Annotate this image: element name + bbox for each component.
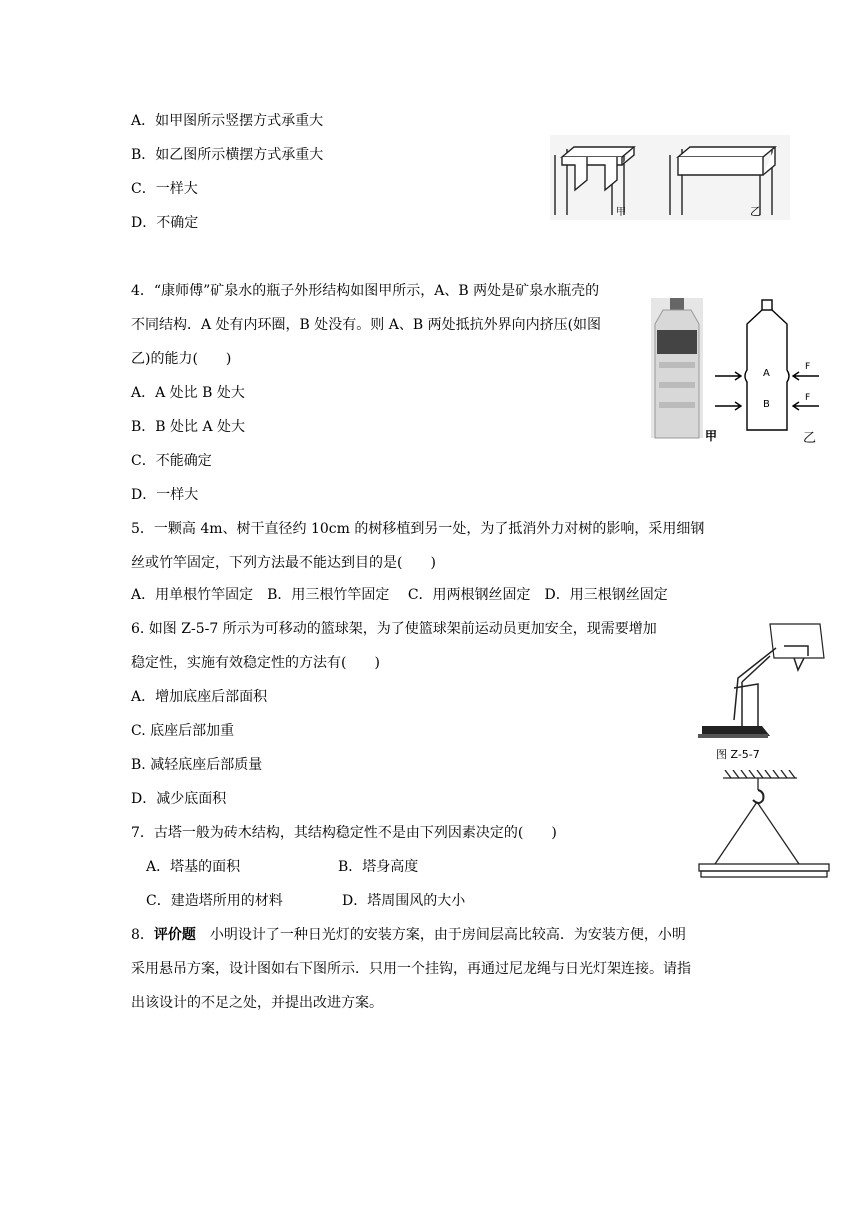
q8-number: 8． bbox=[131, 927, 154, 943]
q8-stem-line-1 bbox=[131, 925, 686, 945]
q4-label-yi: 乙 bbox=[803, 431, 817, 446]
q4-label-f1: F bbox=[805, 362, 811, 372]
q6-option-c: C. 底座后部加重 bbox=[131, 723, 235, 739]
q6-option-b: B. 减轻底座后部质量 bbox=[131, 757, 263, 773]
q7-option-d: D．塔周围风的大小 bbox=[342, 893, 466, 909]
q7-option-a: A．塔基的面积 bbox=[146, 859, 241, 875]
q3-label-jia: 甲 bbox=[616, 207, 626, 218]
q4-option-a: A．A 处比 B 处大 bbox=[131, 385, 245, 401]
q3-option-d: D．不确定 bbox=[131, 215, 199, 231]
q5-options: A．用单根竹竿固定 B．用三根竹竿固定 C．用两根钢丝固定 D．用三根钢丝固定 bbox=[131, 587, 668, 603]
q6-option-d: D．减少底面积 bbox=[131, 791, 227, 807]
q6-stem-line-1: 6. 如图 Z-5-7 所示为可移动的篮球架，为了使篮球架前运动员更加安全，现需要增加 bbox=[131, 621, 657, 637]
q8-tag: 评价题 bbox=[153, 927, 196, 943]
q8-figure-hanging-lamp bbox=[695, 770, 835, 885]
q8-stem-line-2: 采用悬吊方案，设计图如右下图所示．只用一个挂钩，再通过尼龙绳与日光灯架连接。请指 bbox=[131, 961, 691, 977]
q3-option-a: A．如甲图所示竖摆方式承重大 bbox=[131, 113, 324, 129]
q4-stem-line-1: 4．“康师傅”矿泉水的瓶子外形结构如图甲所示，A、B 两处是矿泉水瓶壳的 bbox=[131, 283, 600, 299]
q6-option-a: A．增加底座后部面积 bbox=[131, 689, 268, 705]
q6-figure-caption: 图 Z-5-7 bbox=[716, 748, 760, 761]
q4-stem-line-3: 乙)的能力( ) bbox=[131, 351, 232, 367]
q5-stem-line-1: 5．一颗高 4m、树干直径约 10cm 的树移植到另一处，为了抵消外力对树的影响，采用细钢 bbox=[131, 521, 705, 537]
q3-option-c: C．一样大 bbox=[131, 181, 198, 197]
q6-figure-basketball-stand bbox=[698, 618, 828, 764]
q7-option-c: C．建造塔所用的材料 bbox=[146, 893, 283, 909]
q8-stem-line-3: 出该设计的不足之处，并提出改进方案。 bbox=[131, 995, 383, 1011]
q7-stem: 7．古塔一般为砖木结构，其结构稳定性不是由下列因素决定的( ) bbox=[131, 825, 557, 841]
q4-label-jia: 甲 bbox=[705, 429, 718, 443]
q5-stem-line-2: 丝或竹竿固定，下列方法最不能达到目的是( ) bbox=[131, 555, 436, 571]
q4-stem-line-2: 不同结构．A 处有内环圈，B 处没有。则 A、B 两处抵抗外界向内挤压(如图 bbox=[131, 317, 602, 333]
q3-option-b: B．如乙图所示横摆方式承重大 bbox=[131, 147, 324, 163]
q4-label-a: A bbox=[763, 368, 770, 379]
q4-option-c: C．不能确定 bbox=[131, 453, 212, 469]
q4-figure-bottle bbox=[643, 292, 823, 447]
q6-stem-line-2: 稳定性，实施有效稳定性的方法有( ) bbox=[131, 655, 380, 671]
q4-option-b: B．B 处比 A 处大 bbox=[131, 419, 246, 435]
q7-option-b: B．塔身高度 bbox=[338, 859, 419, 875]
q4-option-d: D．一样大 bbox=[131, 487, 199, 503]
q8-stem-line-1-rest: 小明设计了一种日光灯的安装方案，由于房间层高比较高．为安装方便，小明 bbox=[195, 927, 686, 943]
q3-figure-beams bbox=[550, 135, 790, 220]
bottle-photo bbox=[651, 298, 703, 438]
q3-label-yi: 乙 bbox=[750, 205, 761, 218]
q4-label-b: B bbox=[763, 399, 770, 410]
bottle-schematic bbox=[715, 300, 819, 430]
q4-label-f2: F bbox=[805, 393, 811, 403]
